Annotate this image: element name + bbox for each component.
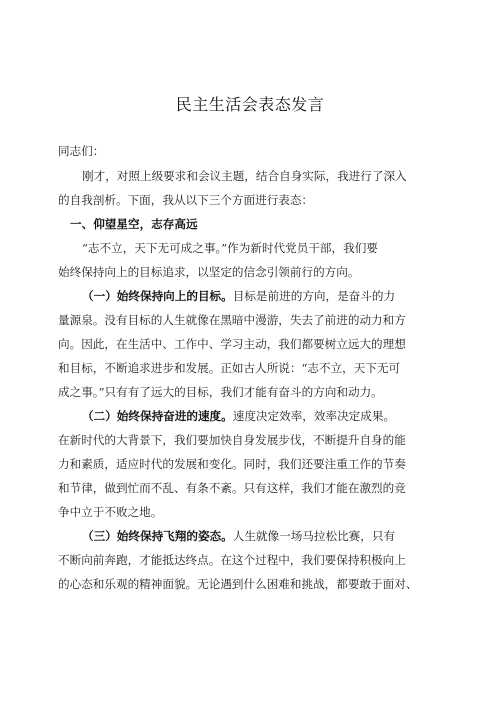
paragraph-line: 量源泉。没有目标的人生就像在黑暗中漫游，失去了前进的动力和方	[58, 313, 406, 327]
document-title: 民主生活会表态发言	[175, 95, 325, 114]
quote-line: “志不立，天下无可成之事。”作为新时代党员干部，我们要	[82, 241, 378, 255]
intro-line: 的自我剖析。下面，我从以下三个方面进行表态：	[58, 193, 314, 207]
paragraph-line: 和目标，不断追求进步和发展。正如古人所说：“志不立，天下无可	[58, 361, 401, 375]
paragraph-line: 在新时代的大背景下，我们要加快自身发展步伐，不断提升自身的能	[58, 433, 406, 447]
paragraph-line: 成之事。”只有有了远大的目标，我们才能有奋斗的方向和动力。	[58, 385, 383, 399]
paragraph-first-line	[82, 288, 395, 304]
section-heading: 一、仰望星空，志存高远	[70, 217, 198, 231]
subsection-heading: （二）始终保持奋进的速度。	[82, 409, 233, 423]
subsection-heading: （一）始终保持向上的目标。	[82, 289, 233, 303]
salutation: 同志们：	[58, 144, 105, 158]
intro-line: 刚才，对照上级要求和会议主题，结合自身实际，我进行了深入	[82, 169, 407, 183]
subsection-heading: （三）始终保持飞翔的姿态。	[82, 529, 233, 543]
paragraph-line: 不断向前奔跑，才能抵达终点。在这个过程中，我们要保持积极向上	[58, 553, 406, 567]
paragraph-first-line	[82, 528, 395, 544]
paragraph-line: 力和素质，适应时代的发展和变化。同时，我们还要注重工作的节奏	[58, 457, 406, 471]
quote-line: 始终保持向上的目标追求，以坚定的信念引领前行的方向。	[58, 265, 360, 279]
paragraph-line: 的心态和乐观的精神面貌。无论遇到什么困难和挑战，都要敢于面对、	[58, 577, 418, 591]
paragraph-text: 目标是前进的方向，是奋斗的力	[232, 289, 396, 303]
paragraph-text: 速度决定效率，效率决定成果。	[232, 409, 396, 423]
paragraph-first-line	[82, 408, 395, 424]
paragraph-line: 和节律，做到忙而不乱、有条不紊。只有这样，我们才能在激烈的竞	[58, 481, 406, 495]
paragraph-line: 向。因此，在生活中、工作中、学习主动，我们都要树立远大的理想	[58, 337, 406, 351]
paragraph-text: 人生就像一场马拉松比赛，只有	[232, 529, 396, 543]
paragraph-line: 争中立于不败之地。	[58, 505, 163, 519]
